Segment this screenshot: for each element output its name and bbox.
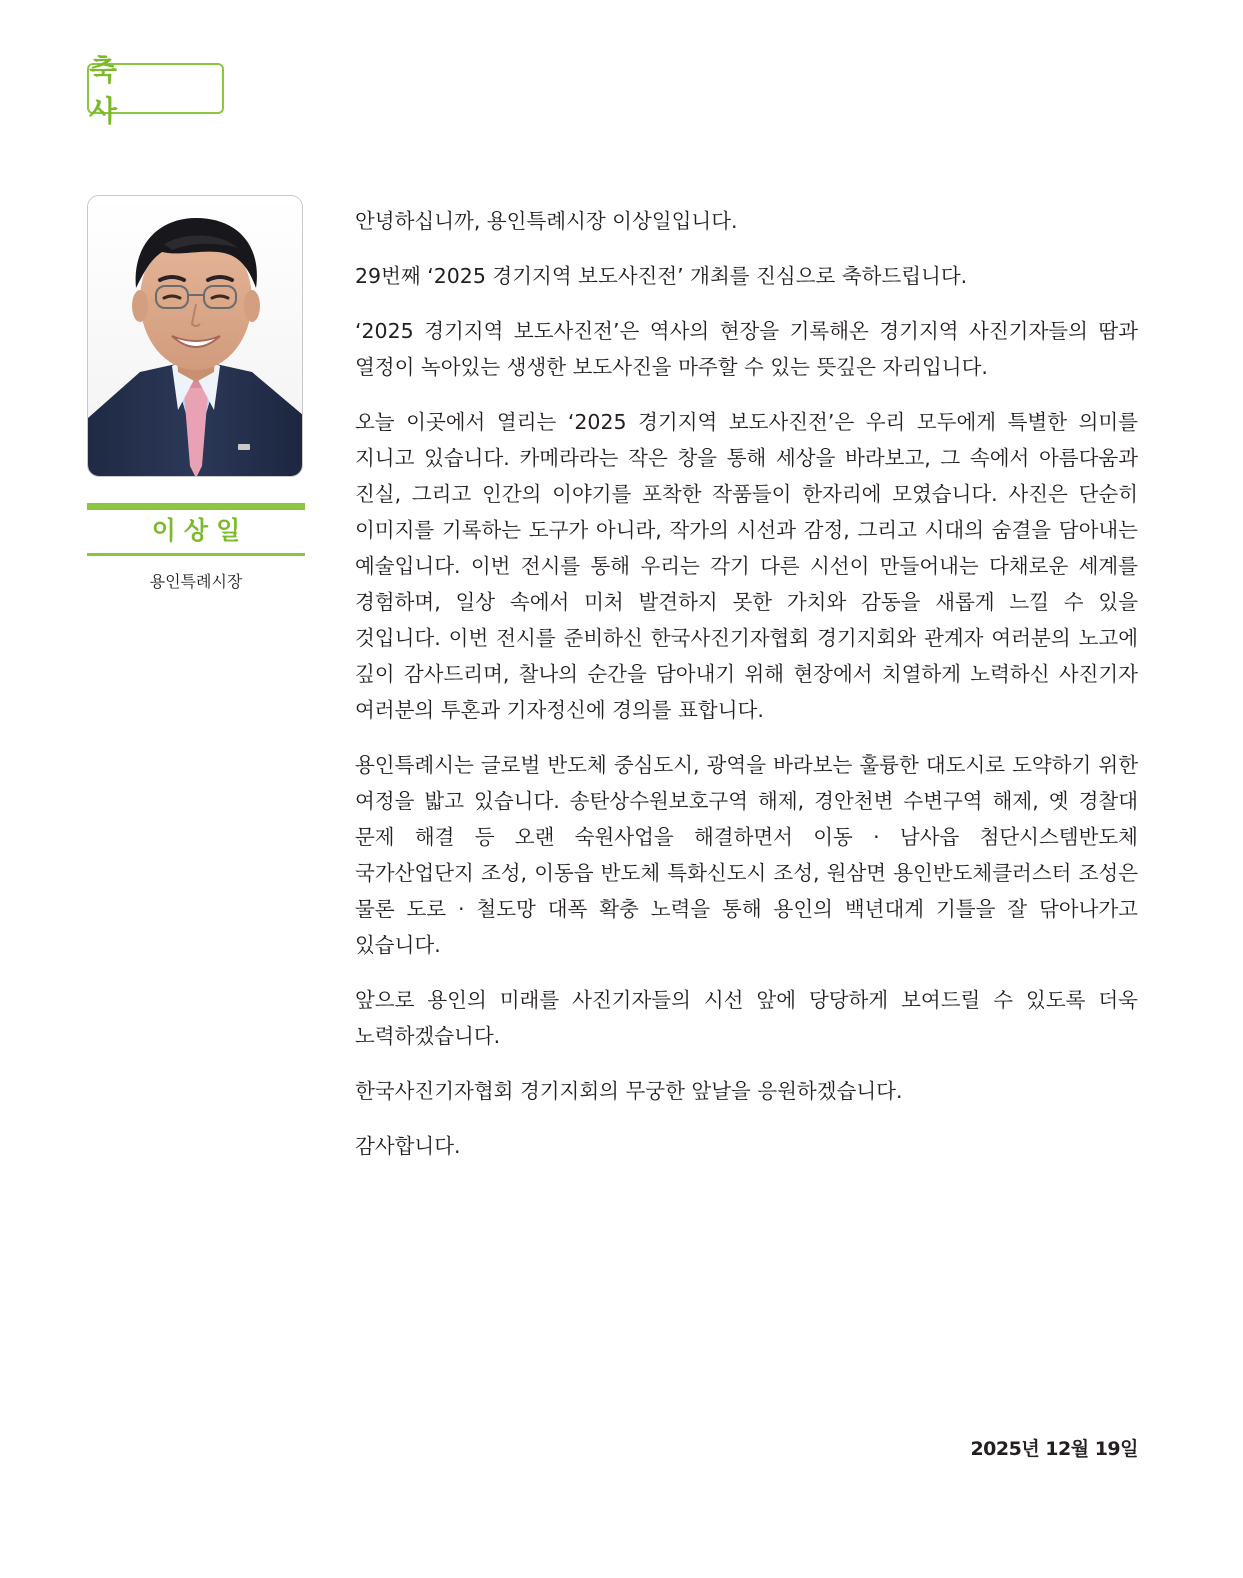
letter-paragraph: 용인특례시는 글로벌 반도체 중심도시, 광역을 바라보는 훌륭한 대도시로 도약하기 위한 여정을 밟고 있습니다. 송탄상수원보호구역 해제, 경안천변 수변구역 해제, 옛 경찰대 문제 해결 등 오랜 숙원사업을 해결하면서 이동 · 남사읍 첨단시스템반도체 국가산업단지 조성, 이동읍 반도체 특화신도시 조성, 원삼면 용인반도체클러스터 조성은 물론 도로 · 철도망 대폭 확충 노력을 통해 용인의 백년대계 기틀을 잘 닦아나가고 있습니다. (355, 753, 1138, 957)
name-bar-top (87, 503, 305, 510)
letter-paragraph: 감사합니다. (355, 1134, 461, 1158)
person-name: 이상일 (151, 516, 249, 545)
letter-paragraph: 앞으로 용인의 미래를 사진기자들의 시선 앞에 당당하게 보여드릴 수 있도록 더욱 노력하겠습니다. (355, 988, 1138, 1048)
letter-paragraph: ‘2025 경기지역 보도사진전’은 역사의 현장을 기록해온 경기지역 사진기자들의 땀과 열정이 녹아있는 생생한 보도사진을 마주할 수 있는 뜻깊은 자리입니다. (355, 319, 1138, 379)
letter-date: 2025년 12월 19일 (970, 1438, 1138, 1460)
name-bar-bottom (87, 553, 305, 556)
letter-paragraph: 29번째 ‘2025 경기지역 보도사진전’ 개최를 진심으로 축하드립니다. (355, 264, 968, 288)
letter-paragraph: 한국사진기자협회 경기지회의 무궁한 앞날을 응원하겠습니다. (355, 1079, 903, 1103)
person-position: 용인특례시장 (149, 572, 243, 591)
portrait-photo (87, 195, 303, 477)
letter-paragraph: 안녕하십니까, 용인특례시장 이상일입니다. (355, 209, 738, 233)
section-tag-label: 축 사 (89, 52, 156, 128)
letter-paragraph: 오늘 이곳에서 열리는 ‘2025 경기지역 보도사진전’은 우리 모두에게 특별한 의미를 지니고 있습니다. 카메라라는 작은 창을 통해 세상을 바라보고, 그 속에서 아름다움과 진실, 그리고 인간의 이야기를 포착한 작품들이 한자리에 모였습니다. 사진은 단순히 이미지를 기록하는 도구가 아니라, 작가의 시선과 감정, 그리고 시대의 숨결을 담아내는 예술입니다. 이번 전시를 통해 우리는 각기 다른 시선이 만들어내는 다채로운 세계를 경험하며, 일상 속에서 미처 발견하지 못한 가치와 감동을 새롭게 느낄 수 있을 것입니다. 이번 전시를 준비하신 한국사진기자협회 경기지회와 관계자 여러분의 노고에 깊이 감사드리며, 찰나의 순간을 담아내기 위해 현장에서 치열하게 노력하신 사진기자 여러분의 투혼과 기자정신에 경의를 표합니다. (355, 410, 1138, 722)
section-tag (87, 52, 224, 128)
letter-body (355, 203, 1138, 1183)
